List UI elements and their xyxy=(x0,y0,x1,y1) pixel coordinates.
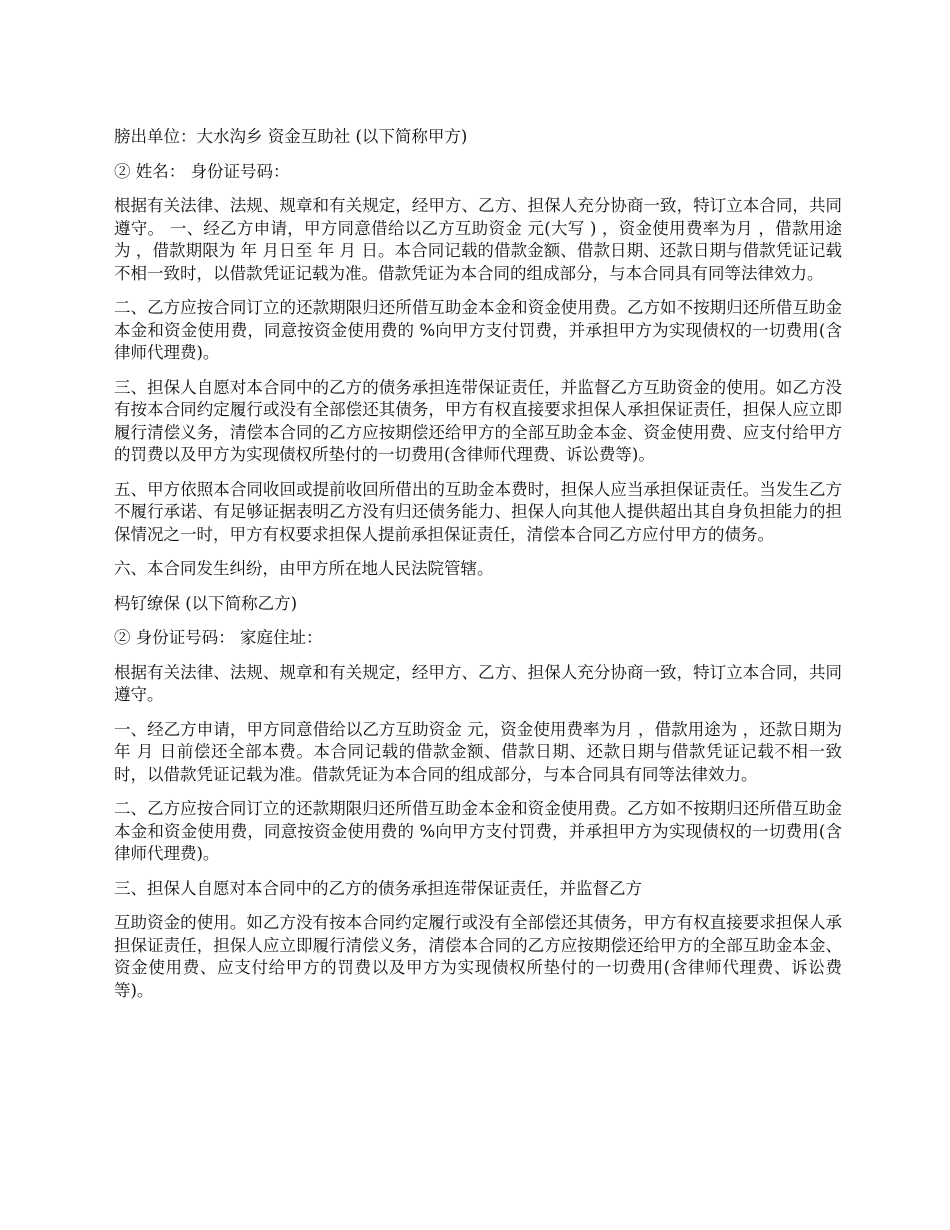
borrower-line: 杩钌缭保 (以下简称乙方) xyxy=(114,593,298,613)
clause-2-repayment-second: 二、乙方应按合同订立的还款期限归还所借互助金本金和资金使用费。乙方如不按期归还所借互助金本金和资金使用费，同意按资金使用费的 %向甲方支付罚费，并承担甲方为实现债权的一切费用(含律师代理费)。 xyxy=(114,799,842,863)
guarantor-name-id-line: ② 姓名： 身份证号码： xyxy=(114,161,290,181)
preamble-clause-1: 根据有关法律、法规、规章和有关规定，经甲方、乙方、担保人充分协商一致，特订立本合同，共同遵守。 一、经乙方申请，甲方同意借给以乙方互助资金 元(大写 ) ，资金使用费率为月 ，借款用途为 ，借款期限为 年 月日至 年 月 日。本合同记载的借款金额、借款日期、还款日期与借款凭证记载不相一致时，以借款凭证记载为准。借款凭证为本合同的组成部分，与本合同具有同等法律效力。 xyxy=(114,196,842,283)
clause-1-loan: 一、经乙方申请，甲方同意借给以乙方互助资金 元，资金使用费率为月 ，借款用途为 ，还款日期为 年 月 日前偿还全部本费。本合同记载的借款金额、借款日期、还款日期与借款凭证记载不相一致时，以借款凭证记载为准。借款凭证为本合同的组成部分，与本合同具有同等法律效力。 xyxy=(114,719,842,784)
clause-3-guarantee-start: 三、担保人自愿对本合同中的乙方的债务承担连带保证责任，并监督乙方 xyxy=(114,878,642,898)
clause-5-early-recovery: 五、甲方依照本合同收回或提前收回所借出的互助金本费时，担保人应当承担保证责任。当发生乙方不履行承诺、有足够证据表明乙方没有归还债务能力、担保人向其他人提供超出其自身负担能力的担保情况之一时，甲方有权要求担保人提前承担保证责任，清偿本合同乙方应付甲方的债务。 xyxy=(114,479,842,544)
preamble-2: 根据有关法律、法规、规章和有关规定，经甲方、乙方、担保人充分协商一致，特订立本合同，共同遵守。 xyxy=(114,662,842,704)
clause-6-jurisdiction: 六、本合同发生纠纷，由甲方所在地人民法院管辖。 xyxy=(114,559,494,578)
clause-3-guarantee: 三、担保人自愿对本合同中的乙方的债务承担连带保证责任，并监督乙方互助资金的使用。如乙方没有按本合同约定履行或没有全部偿还其债务，甲方有权直接要求担保人承担保证责任，担保人应立即履行清偿义务，清偿本合同的乙方应按期偿还给甲方的全部互助金本金、资金使用费、应支付给甲方的罚费以及甲方为实现债权所垫付的一切费用(含律师代理费、诉讼费等)。 xyxy=(114,377,842,464)
clause-3-guarantee-continued: 互助资金的使用。如乙方没有按本合同约定履行或没有全部偿还其债务，甲方有权直接要求担保人承担保证责任，担保人应立即履行清偿义务，清偿本合同的乙方应按期偿还给甲方的全部互助金本金、资金使用费、应支付给甲方的罚费以及甲方为实现债权所垫付的一切费用(含律师代理费、诉讼费等)。 xyxy=(114,913,842,1000)
document-page xyxy=(114,126,842,1014)
id-address-line: ② 身份证号码： 家庭住址： xyxy=(114,628,323,647)
clause-2-repayment: 二、乙方应按合同订立的还款期限归还所借互助金本金和资金使用费。乙方如不按期归还所借互助金本金和资金使用费，同意按资金使用费的 %向甲方支付罚费，并承担甲方为实现债权的一切费用(含律师代理费)。 xyxy=(114,298,842,362)
lender-unit-line: 膀出单位：大水沟乡 资金互助社 (以下简称甲方) xyxy=(114,127,468,146)
